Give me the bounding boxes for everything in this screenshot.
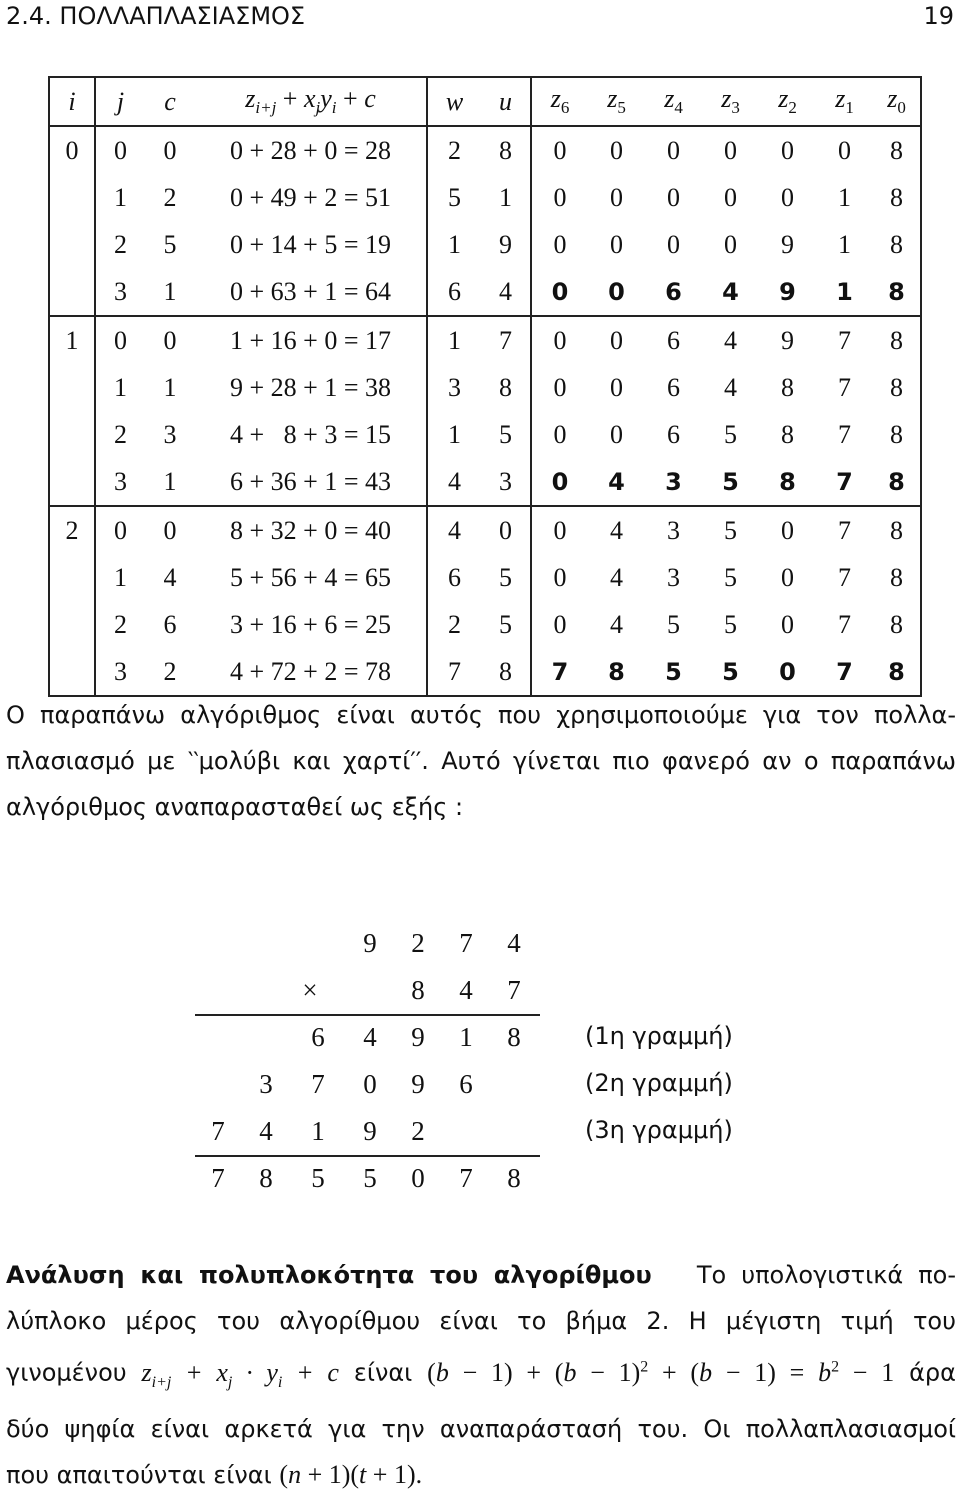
table-cell: 5 <box>481 554 531 601</box>
table-cell: 7 <box>836 657 853 686</box>
table-row <box>49 221 921 268</box>
digit: 8 <box>259 1163 273 1193</box>
digit: 6 <box>311 1022 325 1052</box>
table-cell: 3 <box>667 562 680 592</box>
table-cell: 0 <box>724 182 737 212</box>
text: άρα <box>909 1358 956 1387</box>
table-cell: 1 <box>838 182 851 212</box>
table-cell: 0 <box>724 135 737 165</box>
table-cell: 0 <box>531 316 588 364</box>
table-cell: 0 <box>667 229 680 259</box>
text: Το υπολογιστικά πο- <box>696 1261 956 1289</box>
table-cell: 9 <box>481 221 531 268</box>
table-cell: 0 <box>553 229 567 259</box>
table-cell: 6 <box>163 609 177 639</box>
table-cell: 1 <box>49 316 95 364</box>
text: είναι <box>353 1358 413 1387</box>
digit: 9 <box>363 1116 377 1146</box>
table-cell: 0 <box>610 182 623 212</box>
table-cell: 4 <box>427 506 481 554</box>
table-cell: 3 <box>481 458 531 506</box>
paragraph-line <box>6 1252 956 1298</box>
table-cell: 3 <box>114 656 127 686</box>
digit: 0 <box>363 1069 377 1099</box>
table-cell: 5 <box>667 609 680 639</box>
paragraph-line: δύο ψηφία είναι αρκετά για την αναπαράστασή του. Οι πολλαπλασιασμοί <box>6 1414 956 1443</box>
table-cell: 8 <box>481 364 531 411</box>
table-cell: 8 <box>890 609 903 639</box>
table-cell: 8 <box>890 372 903 402</box>
table-cell: 2 <box>448 135 461 165</box>
table-body <box>49 126 921 696</box>
table-cell: 4 <box>588 506 645 554</box>
table-cell: 2 <box>114 229 127 259</box>
times-sign: × <box>302 975 318 1005</box>
table-cell: 0 <box>145 506 195 554</box>
digit: 4 <box>363 1022 377 1052</box>
table-cell: 8 <box>890 182 903 212</box>
table-cell: 0 + 63 + 1 = 64 <box>195 268 427 316</box>
table-cell: 8 <box>888 657 905 686</box>
formula-term: $z_{i+j} + x_j \cdot y_i + c$ <box>141 1357 339 1391</box>
digit: 0 <box>411 1163 425 1193</box>
table-cell: 8 <box>781 372 794 402</box>
digit: 7 <box>211 1116 225 1146</box>
table-cell: 8 <box>873 506 921 554</box>
table-cell: 1 <box>163 466 177 496</box>
table-cell: 6 <box>667 419 680 449</box>
paragraph-line: λύπλοκο μέρος του αλγορίθμου είναι το βήμα 2. Η μέγιστη τιμή του <box>6 1307 956 1335</box>
header-formula: $z_{i+j} + x_jy_i + c$ <box>195 77 427 126</box>
paragraph-line <box>6 1344 956 1406</box>
table-cell: 4 <box>481 268 531 316</box>
table-cell: 0 <box>163 135 177 165</box>
table-cell: 0 <box>667 135 680 165</box>
table-row <box>49 458 921 506</box>
header-z0: $z_0$ <box>873 77 921 126</box>
table-cell: 4 <box>610 562 623 592</box>
digit: 8 <box>507 1163 521 1193</box>
table-row <box>49 554 921 601</box>
table-cell: 3 <box>114 276 127 306</box>
table-cell: 7 <box>836 467 853 496</box>
table-cell: 6 <box>448 276 461 306</box>
table-cell: 4 <box>724 372 737 402</box>
formula-count: (n + 1)(t + 1). <box>279 1459 423 1489</box>
digit: 5 <box>363 1163 377 1193</box>
header-i: i <box>49 77 95 126</box>
paragraph-intro <box>6 692 956 830</box>
table-cell: 2 <box>114 609 127 639</box>
table-cell: 8 <box>608 657 625 686</box>
digit: 8 <box>507 1022 521 1052</box>
table-cell: 7 <box>838 609 851 639</box>
table-cell: 8 <box>890 229 903 259</box>
page-header <box>6 0 954 34</box>
digit: 1 <box>311 1116 325 1146</box>
table-cell: 0 <box>553 562 567 592</box>
digit: 6 <box>459 1069 473 1099</box>
paragraph-analysis <box>6 1252 956 1498</box>
digit: 2 <box>411 928 425 958</box>
table-cell <box>49 268 95 316</box>
table-cell: 0 + 28 + 0 = 28 <box>195 126 427 174</box>
digit: 1 <box>459 1022 473 1052</box>
paragraph-line: Ο παραπάνω αλγόριθμος είναι αυτός που χρησιμοποιούμε για τον πολλα- <box>6 701 956 729</box>
table-row <box>49 506 921 554</box>
table-row <box>49 364 921 411</box>
table-cell: 0 <box>610 372 623 402</box>
table-cell: 4 <box>722 277 739 306</box>
table-cell: 0 <box>553 419 567 449</box>
table-cell: 0 <box>667 182 680 212</box>
table-cell: 0 <box>781 135 794 165</box>
table-cell: 0 <box>114 135 127 165</box>
header-z3: $z_3$ <box>702 77 759 126</box>
table-row <box>49 174 921 221</box>
table-cell: 6 <box>448 562 461 592</box>
table-cell: 8 <box>481 648 531 696</box>
table-row <box>49 126 921 174</box>
row-label: (3η γραμμή) <box>585 1116 733 1144</box>
table-cell: 0 <box>481 506 531 554</box>
table-cell: 3 + 16 + 6 = 25 <box>195 601 427 648</box>
digit: 8 <box>411 975 425 1005</box>
table-cell: 2 <box>114 419 127 449</box>
table-cell: 5 + 56 + 4 = 65 <box>195 554 427 601</box>
table-cell: 7 <box>838 372 851 402</box>
text: που απαιτούνται είναι <box>6 1460 272 1489</box>
table-cell: 5 <box>163 229 177 259</box>
table-cell <box>49 411 95 458</box>
table-cell: 0 <box>608 277 625 306</box>
table-cell: 8 <box>873 316 921 364</box>
table-cell: 0 <box>610 419 623 449</box>
table-cell: 2 <box>49 506 95 554</box>
digit: 9 <box>411 1069 425 1099</box>
table-cell: 8 <box>890 135 903 165</box>
table-cell: 6 <box>667 372 680 402</box>
digit: 7 <box>507 975 521 1005</box>
rule-bottom <box>195 1155 540 1157</box>
digit: 2 <box>411 1116 425 1146</box>
table-cell: 1 <box>114 372 127 402</box>
table-cell: 0 <box>531 506 588 554</box>
table-cell: 4 <box>608 467 625 496</box>
digit: 5 <box>311 1163 325 1193</box>
digit: 9 <box>411 1022 425 1052</box>
table-cell: 0 <box>551 277 569 306</box>
table-cell: 1 <box>836 277 853 306</box>
table-cell: 4 <box>702 316 759 364</box>
table-cell <box>49 364 95 411</box>
table-cell <box>49 554 95 601</box>
table-row <box>49 316 921 364</box>
table-cell: 0 <box>781 182 794 212</box>
table-cell: 0 <box>610 135 623 165</box>
row-label: (2η γραμμή) <box>585 1069 733 1097</box>
header-z1: $z_1$ <box>816 77 873 126</box>
table-cell: 8 <box>888 467 905 496</box>
table-row <box>49 411 921 458</box>
table-cell: 5 <box>481 601 531 648</box>
table-cell: 7 <box>448 656 461 686</box>
table-cell: 5 <box>702 506 759 554</box>
table-cell: 8 <box>890 562 903 592</box>
table-cell: 1 <box>481 174 531 221</box>
table-cell: 0 <box>781 609 794 639</box>
table-cell: 1 <box>163 276 177 306</box>
table-cell: 5 <box>724 609 737 639</box>
table-cell: 5 <box>665 657 682 686</box>
table-cell: 2 <box>163 656 177 686</box>
table-cell: 6 <box>665 277 682 306</box>
table-cell: 0 <box>49 126 95 174</box>
paragraph-line <box>6 1452 956 1498</box>
table-header-row <box>49 77 921 126</box>
table-cell <box>49 601 95 648</box>
digit: 4 <box>259 1116 273 1146</box>
table-cell: 1 <box>448 419 461 449</box>
table-cell: 5 <box>724 562 737 592</box>
digit: 7 <box>211 1163 225 1193</box>
section-title: 2.4. ΠΟΛΛΑΠΛΑΣΙΑΣΜΟΣ <box>6 2 306 30</box>
table-cell: 1 <box>114 182 127 212</box>
table-cell: 0 <box>553 182 567 212</box>
table-cell: 3 <box>645 506 702 554</box>
table-cell: 5 <box>481 411 531 458</box>
table-cell: 4 <box>448 466 461 496</box>
header-z2: $z_2$ <box>759 77 816 126</box>
table-cell: 0 <box>781 562 794 592</box>
digit: 9 <box>363 928 377 958</box>
table-cell <box>49 221 95 268</box>
table-cell: 7 <box>816 506 873 554</box>
digit: 7 <box>459 928 473 958</box>
paragraph-line: αλγόριθμος αναπαρασταθεί ως εξής : <box>6 793 464 821</box>
table-cell: 0 + 14 + 5 = 19 <box>195 221 427 268</box>
table-cell: 1 <box>427 316 481 364</box>
table-cell: 4 <box>610 609 623 639</box>
table-cell: 9 <box>779 277 796 306</box>
table-cell: 1 <box>114 562 127 592</box>
table-cell: 8 + 32 + 0 = 40 <box>195 506 427 554</box>
table-cell: 0 <box>553 609 567 639</box>
table-cell: 7 <box>481 316 531 364</box>
table-cell: 5 <box>448 182 461 212</box>
table-cell: 9 + 28 + 1 = 38 <box>195 364 427 411</box>
table-cell: 7 <box>838 419 851 449</box>
section-heading: Ανάλυση και πολυπλοκότητα του αλγορίθμου <box>6 1261 652 1289</box>
table-cell: 0 <box>759 506 816 554</box>
table-cell: 0 <box>838 135 851 165</box>
digit: 4 <box>459 975 473 1005</box>
table-row <box>49 648 921 696</box>
text: γινομένου <box>6 1358 127 1387</box>
digit: 7 <box>459 1163 473 1193</box>
table-cell: 8 <box>779 467 796 496</box>
digit: 3 <box>259 1069 273 1099</box>
header-c: c <box>145 77 195 126</box>
table-cell: 1 <box>163 372 177 402</box>
table-cell: 5 <box>724 419 737 449</box>
rule-top <box>195 1014 540 1016</box>
table-cell: 6 <box>645 316 702 364</box>
table-row <box>49 268 921 316</box>
table-cell: 0 <box>553 135 567 165</box>
table-cell: 1 <box>448 229 461 259</box>
table-cell <box>49 458 95 506</box>
row-label: (1η γραμμή) <box>585 1022 733 1050</box>
table-cell: 0 <box>779 657 796 686</box>
table-cell: 9 <box>759 316 816 364</box>
table-cell: 3 <box>665 467 682 496</box>
table-cell: 8 <box>481 126 531 174</box>
table-cell: 3 <box>163 419 177 449</box>
table-cell: 0 <box>95 316 145 364</box>
table-cell: 0 <box>610 229 623 259</box>
table-cell: 0 <box>588 316 645 364</box>
table-cell: 5 <box>722 467 739 496</box>
table-cell: 3 <box>448 372 461 402</box>
table-cell: 4 + 8 + 3 = 15 <box>195 411 427 458</box>
table-cell: 1 + 16 + 0 = 17 <box>195 316 427 364</box>
table-row <box>49 601 921 648</box>
table-cell: 1 <box>838 229 851 259</box>
paragraph-line: πλασιασμό με ‵‵μολύβι και χαρτί′′. Αυτό γίνεται πιο φανερό αν ο παραπάνω <box>6 747 956 775</box>
table-cell: 7 <box>816 316 873 364</box>
formula-max: $(b - 1) + (b - 1)^2 + (b - 1) = b^2 - 1$ <box>427 1357 895 1387</box>
table-cell: 6 + 36 + 1 = 43 <box>195 458 427 506</box>
table-cell: 8 <box>888 277 905 306</box>
digit: 7 <box>311 1069 325 1099</box>
table-cell <box>49 648 95 696</box>
table-cell: 4 + 72 + 2 = 78 <box>195 648 427 696</box>
header-w: w <box>427 77 481 126</box>
table-cell: 3 <box>114 466 127 496</box>
header-z6: $z_6$ <box>531 77 588 126</box>
page-number: 19 <box>923 2 954 30</box>
table-cell: 2 <box>163 182 177 212</box>
table-cell: 7 <box>838 562 851 592</box>
table-cell: 2 <box>448 609 461 639</box>
table-cell: 7 <box>551 657 569 686</box>
header-j: j <box>95 77 145 126</box>
table-cell <box>49 174 95 221</box>
table-cell: 0 <box>95 506 145 554</box>
table-cell: 0 <box>553 372 567 402</box>
table-cell: 0 <box>551 467 569 496</box>
digit: 4 <box>507 928 521 958</box>
algorithm-table <box>48 76 922 697</box>
table-cell: 0 <box>145 316 195 364</box>
table-cell: 8 <box>781 419 794 449</box>
table-cell: 4 <box>163 562 177 592</box>
table-cell: 8 <box>890 419 903 449</box>
header-z4: $z_4$ <box>645 77 702 126</box>
header-u: u <box>481 77 531 126</box>
header-z5: $z_5$ <box>588 77 645 126</box>
table-cell: 5 <box>722 657 739 686</box>
table-cell: 0 + 49 + 2 = 51 <box>195 174 427 221</box>
table-cell: 0 <box>724 229 737 259</box>
table-cell: 9 <box>781 229 794 259</box>
